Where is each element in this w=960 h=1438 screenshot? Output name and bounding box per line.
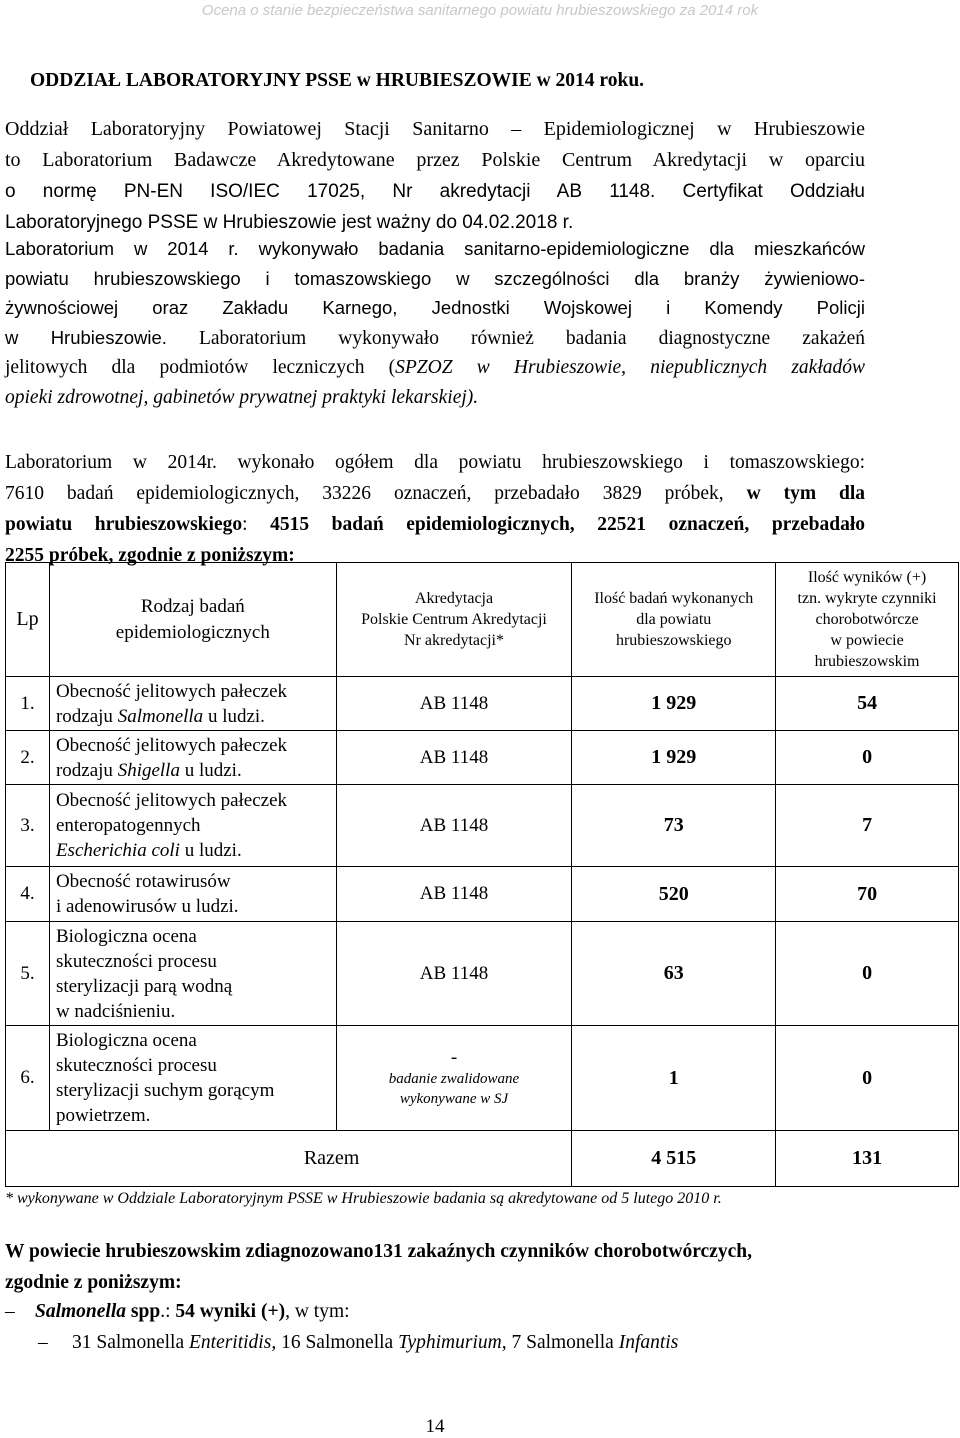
lab-results-table: [5, 562, 959, 1187]
row-kind-line: powietrzem.: [55, 1105, 151, 1126]
row-accreditation: AB 1148: [336, 922, 572, 1026]
row-accreditation-note: badanie zwalidowane: [388, 1071, 520, 1087]
table-row: [6, 922, 959, 1026]
row-kind-line: Biologiczna ocena: [55, 925, 197, 947]
row-kind-line: Obecność jelitowych pałeczek: [55, 680, 288, 702]
para3-line3: [5, 509, 865, 540]
row-kind-text: u ludzi.: [203, 705, 265, 727]
para3-line2a: 7610 badań epidemiologicznych, 33226 oznaczeń, przebadało 3829 próbek,: [5, 483, 747, 504]
serotype-italic: Infantis: [618, 1332, 679, 1353]
diagnosis-summary: [5, 1236, 905, 1298]
header-count: [572, 563, 776, 677]
table-total-row: [6, 1131, 959, 1187]
header-positive: [776, 563, 959, 677]
row-kind: [49, 1026, 336, 1131]
summary-item1-spp: spp: [126, 1301, 161, 1322]
row-kind-line: [56, 704, 336, 729]
header-accreditation: [336, 563, 572, 677]
row-positive: 0: [776, 731, 959, 785]
table-row: [6, 867, 959, 922]
row-kind: [49, 867, 336, 922]
page-number: 14: [425, 1416, 445, 1437]
para1-line4: Laboratoryjnego PSSE w Hrubieszowie jest ważny do 04.02.2018 r.: [5, 212, 574, 233]
para2-line4b: Laboratorium wykonywało również badania diagnostyczne zakażeń: [166, 327, 865, 349]
row-kind-line: skuteczności procesu: [55, 1055, 217, 1076]
paragraph-summary-counts: [5, 447, 865, 571]
row-kind-line: Biologiczna ocena: [55, 1030, 197, 1051]
para2-line3: żywnościowej oraz Zakładu Karnego, Jednostki Wojskowej i Komendy Policji: [5, 297, 865, 318]
row-kind-text: u ludzi.: [179, 759, 242, 781]
row-kind-line: enteropatogennych: [55, 815, 201, 836]
row-kind-italic: Escherichia coli: [55, 840, 180, 861]
table-row: [6, 785, 959, 867]
table-row: [6, 677, 959, 731]
row-lp: 5.: [6, 922, 50, 1026]
total-count: 4 515: [572, 1131, 776, 1187]
row-positive: 0: [776, 1026, 959, 1131]
para2-line4a: w Hrubieszowie.: [5, 326, 167, 348]
row-kind-line: i adenowirusów u ludzi.: [55, 896, 239, 917]
row-accreditation: AB 1148: [336, 677, 572, 731]
para2-line6: opieki zdrowotnej, gabinetów prywatnej praktyki lekarskiej).: [5, 386, 479, 408]
header-acc-1: Akredytacja: [414, 590, 494, 607]
para3-line2: [5, 478, 865, 509]
row-kind-line: [56, 838, 336, 863]
para1-line2: to Laboratorium Badawcze Akredytowane przez Polskie Centrum Akredytacji w oparciu: [5, 149, 865, 171]
row-kind: [49, 731, 336, 785]
row-accreditation-note: wykonywane w SJ: [399, 1091, 509, 1107]
summary-item1-italic: Salmonella: [35, 1301, 127, 1322]
para2-line5b: SPZOZ w Hrubieszowie, niepublicznych zakładów: [395, 357, 865, 378]
running-header: Ocena o stanie bezpieczeństwa sanitarnego powiatu hrubieszowskiego za 2014 rok: [201, 2, 759, 19]
para3-line3a: powiatu hrubieszowskiego: [5, 514, 243, 535]
summary-item-serotypes: [38, 1327, 678, 1358]
table-row: [6, 731, 959, 785]
dash-bullet: –: [5, 1301, 15, 1322]
para2-line5a: jelitowych dla podmiotów leczniczych (: [5, 357, 396, 378]
row-count: 1 929: [572, 731, 776, 785]
row-kind-text: rodzaju: [55, 705, 118, 727]
table-header-row: [6, 563, 959, 677]
row-kind: [49, 785, 336, 867]
total-positive: 131: [776, 1131, 959, 1187]
header-pos-1: Ilość wyników (+): [807, 569, 927, 586]
summary-line2: zgodnie z poniższym:: [5, 1272, 182, 1293]
paragraph-activities: [5, 234, 865, 412]
row-count: 520: [572, 867, 776, 922]
summary-line1: W powiecie hrubieszowskim zdiagnozowano131 zakaźnych czynników chorobotwórczych,: [5, 1241, 752, 1262]
serotype-italic: Typhimurium,: [398, 1332, 507, 1353]
para1-line1: Oddział Laboratoryjny Powiatowej Stacji Sanitarno – Epidemiologicznej w Hrubieszowie: [5, 118, 865, 140]
row-positive: 54: [776, 677, 959, 731]
para2-line1: Laboratorium w 2014 r. wykonywało badania sanitarno-epidemiologiczne dla mieszkańców: [5, 238, 865, 259]
row-positive: 0: [776, 922, 959, 1026]
para3-line3b: :: [242, 514, 271, 535]
row-lp: 4.: [6, 867, 50, 922]
row-kind-line: Obecność rotawirusów: [55, 871, 231, 892]
header-pos-2: tzn. wykryte czynniki: [797, 590, 937, 607]
row-accreditation: AB 1148: [336, 867, 572, 922]
row-count: 1 929: [572, 677, 776, 731]
para3-line2b: w tym dla: [746, 483, 865, 504]
row-kind-line: [56, 758, 336, 783]
header-count-3: hrubieszowskiego: [615, 632, 732, 649]
row-kind-italic: Shigella: [117, 759, 180, 781]
header-count-1: Ilość badań wykonanych: [594, 590, 754, 607]
para3-line1: Laboratorium w 2014r. wykonało ogółem dla powiatu hrubieszowskiego i tomaszowskiego:: [5, 452, 865, 473]
summary-item1-count: 54 wyniki (+): [175, 1301, 286, 1322]
row-lp: 2.: [6, 731, 50, 785]
row-lp: 6.: [6, 1026, 50, 1131]
table-footnote: * wykonywane w Oddziale Laboratoryjnym PSSE w Hrubieszowie badania są akredytowane od 5 lutego 2010 r.: [5, 1190, 722, 1207]
header-pos-5: hrubieszowskim: [814, 653, 920, 670]
row-lp: 3.: [6, 785, 50, 867]
serotype-text: 7 Salmonella: [506, 1332, 619, 1353]
serotype-text: 16 Salmonella: [276, 1332, 399, 1353]
para2-line4: [5, 323, 865, 354]
header-kind-1: Rodzaj badań: [140, 595, 245, 617]
row-lp: 1.: [6, 677, 50, 731]
header-pos-4: w powiecie: [830, 632, 904, 649]
serotype-text: 31 Salmonella: [72, 1332, 189, 1353]
para2-line2: powiatu hrubieszowskiego i tomaszowskiego w szczególności dla branży żywieniowo-: [5, 267, 865, 289]
header-count-2: dla powiatu: [636, 611, 712, 628]
row-kind-line: Obecność jelitowych pałeczek: [55, 790, 288, 811]
para3-line3c: 4515 badań epidemiologicznych, 22521 oznaczeń, przebadało: [270, 514, 865, 535]
row-accreditation: [336, 1026, 572, 1131]
row-positive: 70: [776, 867, 959, 922]
row-accreditation: AB 1148: [336, 731, 572, 785]
row-positive: 7: [776, 785, 959, 867]
para1-line3: o normę PN-EN ISO/IEC 17025, Nr akredytacji AB 1148. Certyfikat Oddziału: [5, 181, 865, 202]
header-pos-3: chorobotwórcze: [815, 611, 919, 628]
header-acc-2: Polskie Centrum Akredytacji: [361, 611, 547, 628]
summary-item1-tail: , w tym:: [285, 1301, 350, 1322]
row-kind-text: u ludzi.: [179, 840, 242, 861]
row-kind-text: rodzaju: [55, 759, 118, 781]
section-heading: ODDZIAŁ LABORATORYJNY PSSE w HRUBIESZOWIE w 2014 roku.: [30, 70, 645, 91]
row-kind-line: sterylizacji suchym gorącym: [55, 1080, 275, 1101]
row-kind-line: Obecność jelitowych pałeczek: [55, 734, 288, 756]
row-count: 1: [572, 1026, 776, 1131]
row-kind: [49, 922, 336, 1026]
row-accreditation: AB 1148: [336, 785, 572, 867]
row-accreditation-dash: -: [450, 1047, 458, 1068]
paragraph-accreditation: [5, 114, 865, 238]
table-row: [6, 1026, 959, 1131]
serotype-italic: Enteritidis,: [188, 1332, 277, 1353]
para3-line4: 2255 próbek, zgodnie z poniższym:: [5, 545, 295, 566]
header-kind: [49, 563, 336, 677]
header-acc-3: Nr akredytacji*: [404, 632, 504, 649]
header-kind-2: epidemiologicznych: [115, 621, 270, 643]
summary-item1-sep: .:: [160, 1301, 176, 1322]
row-kind: [49, 677, 336, 731]
row-count: 63: [572, 922, 776, 1026]
row-kind-line: w nadciśnieniu.: [55, 1000, 176, 1022]
row-kind-italic: Salmonella: [117, 705, 204, 727]
dash-bullet: –: [38, 1332, 48, 1353]
header-lp: Lp: [6, 563, 50, 677]
summary-item-salmonella: [5, 1296, 350, 1327]
row-kind-line: sterylizacji parą wodną: [55, 975, 233, 997]
row-count: 73: [572, 785, 776, 867]
row-kind-line: skuteczności procesu: [55, 950, 217, 972]
total-label: Razem: [6, 1131, 572, 1187]
para2-line5: [5, 353, 865, 383]
